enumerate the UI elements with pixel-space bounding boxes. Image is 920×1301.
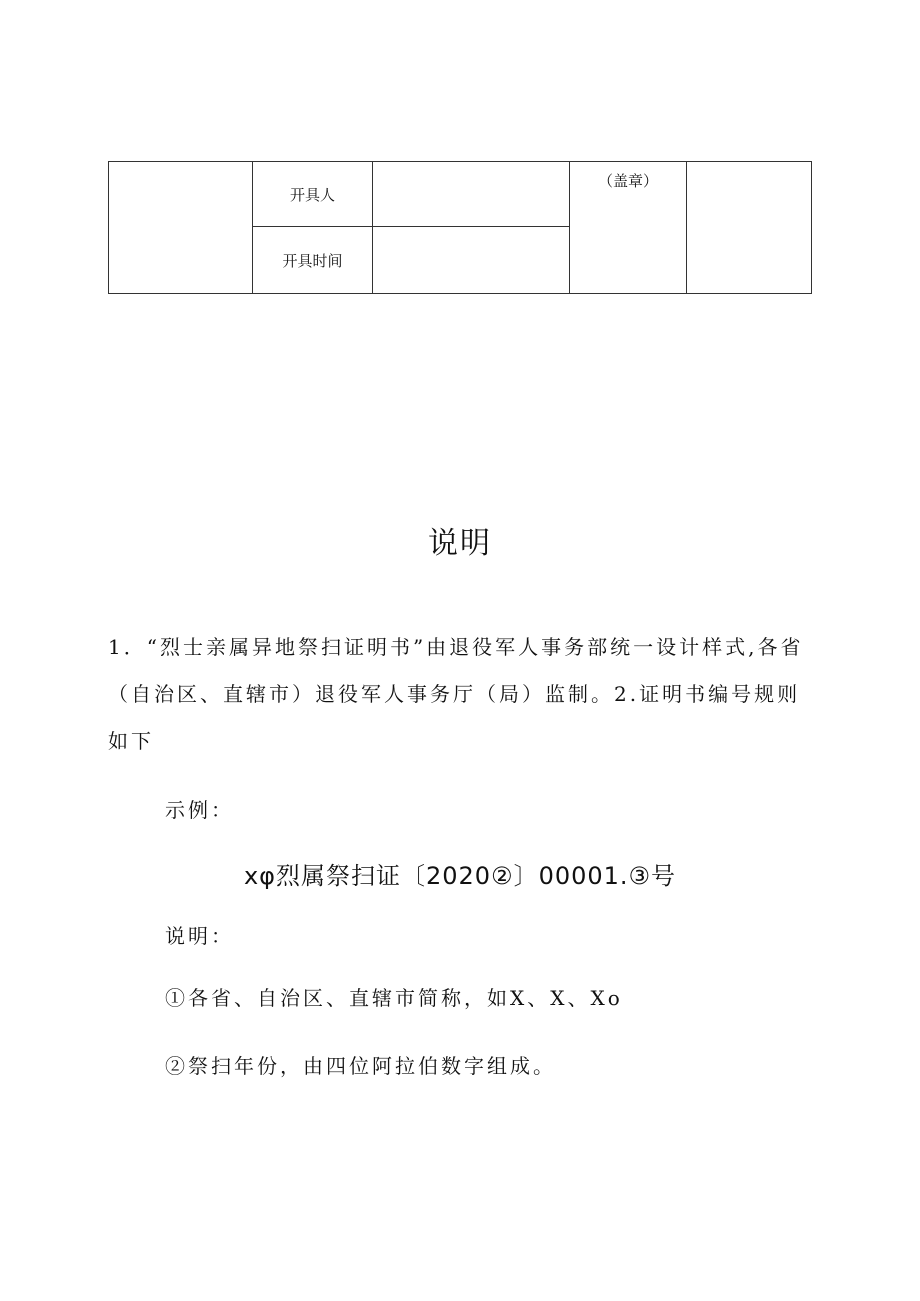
note-1: ①各省、自治区、直辖市简称，如X、X、Xo	[165, 986, 623, 1010]
certificate-issuer-table	[108, 161, 812, 294]
example-label: 示例：	[165, 798, 234, 822]
explanation-title: 说明	[428, 526, 492, 561]
explanation-paragraph-1: 1．“烈士亲属异地祭扫证明书”由退役军人事务部统一设计样式,各省（自治区、直辖市）退役军人事务厅（局）监制。2.证明书编号规则如下	[108, 635, 804, 753]
issue-time-label: 开具时间	[253, 227, 373, 294]
seal-label: （盖章）	[570, 162, 687, 294]
blank-cell-left	[109, 162, 253, 294]
notes-label: 说明：	[165, 924, 234, 948]
issuer-label: 开具人	[253, 162, 373, 227]
issue-time-value-cell	[373, 227, 570, 294]
blank-cell-right	[687, 162, 812, 294]
note-2: ②祭扫年份，由四位阿拉伯数字组成。	[165, 1054, 556, 1078]
example-certificate-number: xφ烈属祭扫证〔2020②〕00001.③号	[243, 862, 677, 890]
issuer-value-cell	[373, 162, 570, 227]
